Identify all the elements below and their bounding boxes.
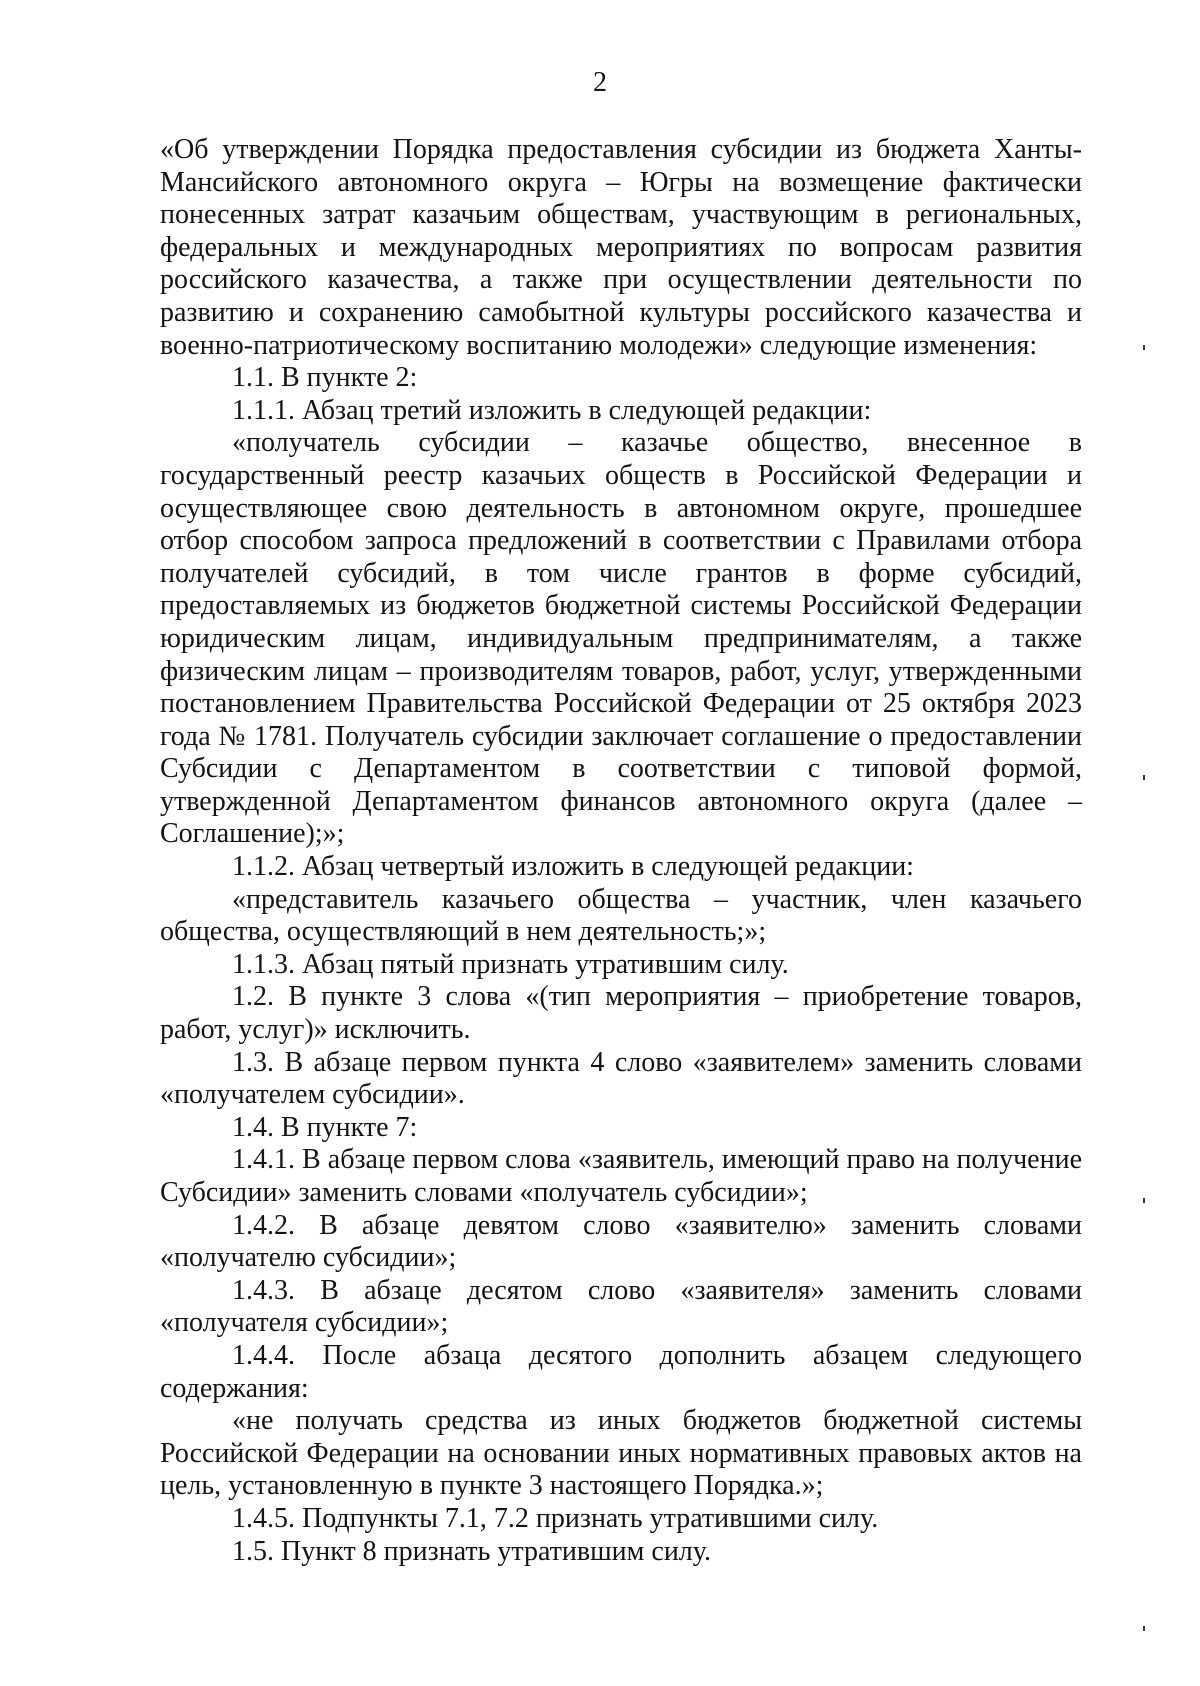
paragraph-1-3: 1.3. В абзаце первом пункта 4 слово «заявителем» заменить словами «получателем субсидии».	[160, 1046, 1082, 1111]
paragraph-1-4-5: 1.4.5. Подпункты 7.1, 7.2 признать утратившими силу.	[232, 1502, 879, 1534]
paragraph-1-4-4: 1.4.4. После абзаца десятого дополнить абзацем следующего содержания:	[160, 1339, 1082, 1404]
scan-speck	[1143, 775, 1145, 780]
document-body	[160, 134, 1082, 1568]
paragraph-1-4-2: 1.4.2. В абзаце девятом слово «заявителю» заменить словами «получателю субсидии»;	[160, 1209, 1082, 1274]
paragraph-1-4-3: 1.4.3. В абзаце десятом слово «заявителя» заменить словами «получателя субсидии»;	[160, 1274, 1082, 1339]
paragraph-quote-representative: «представитель казачьего общества – участник, член казачьего общества, осуществляющий в нем деятельность;»;	[160, 883, 1082, 948]
paragraph-intro: «Об утверждении Порядка предоставления субсидии из бюджета Ханты-Мансийского автономного округа – Югры на возмещение фактически понесенных затрат казачьим обществам, участвующим в региональных, федеральных и международных мероприятиях по вопросам развития российского казачества, а также при осуществлении деятельности по развитию и сохранению самобытной культуры российского казачества и военно-патриотическому воспитанию молодежи» следующие изменения:	[160, 134, 1082, 361]
paragraph-1-1: 1.1. В пункте 2:	[232, 362, 418, 394]
paragraph-1-4-1: 1.4.1. В абзаце первом слова «заявитель, имеющий право на получение Субсидии» заменить словами «получатель субсидии»;	[160, 1144, 1082, 1208]
scan-speck	[1143, 345, 1145, 350]
paragraph-1-1-2: 1.1.2. Абзац четвертый изложить в следующей редакции:	[232, 851, 914, 883]
paragraph-1-1-3: 1.1.3. Абзац пятый признать утратившим силу.	[232, 948, 789, 980]
paragraph-quote-funds: «не получать средства из иных бюджетов бюджетной системы Российской Федерации на основании иных нормативных правовых актов на цель, установленную в пункте 3 настоящего Порядка.»;	[160, 1405, 1082, 1502]
paragraph-1-1-1: 1.1.1. Абзац третий изложить в следующей редакции:	[232, 394, 872, 426]
paragraph-1-2: 1.2. В пункте 3 слова «(тип мероприятия – приобретение товаров, работ, услуг)» исключить.	[160, 981, 1082, 1046]
page-number: 2	[593, 67, 607, 98]
paragraph-1-5: 1.5. Пункт 8 признать утратившим силу.	[232, 1535, 711, 1567]
scan-speck	[1143, 1198, 1145, 1203]
paragraph-quote-recipient: «получатель субсидии – казачье общество, внесенное в государственный реестр казачьих обществ в Российской Федерации и осуществляющее свою деятельность в автономном округе, прошедшее отбор способом запроса предложений в соответствии с Правилами отбора получателей субсидий, в том числе грантов в форме субсидий, предоставляемых из бюджетов бюджетной системы Российской Федерации юридическим лицам, индивидуальным предпринимателям, а также физическим лицам – производителям товаров, работ, услуг, утвержденными постановлением Правительства Российской Федерации от 25 октября 2023 года № 1781. Получатель субсидии заключает соглашение о предоставлении Субсидии с Департаментом в соответствии с типовой формой, утвержденной Департаментом финансов автономного округа (далее – Соглашение);»;	[160, 427, 1082, 850]
scan-speck	[1143, 1626, 1145, 1631]
paragraph-1-4: 1.4. В пункте 7:	[232, 1111, 418, 1143]
